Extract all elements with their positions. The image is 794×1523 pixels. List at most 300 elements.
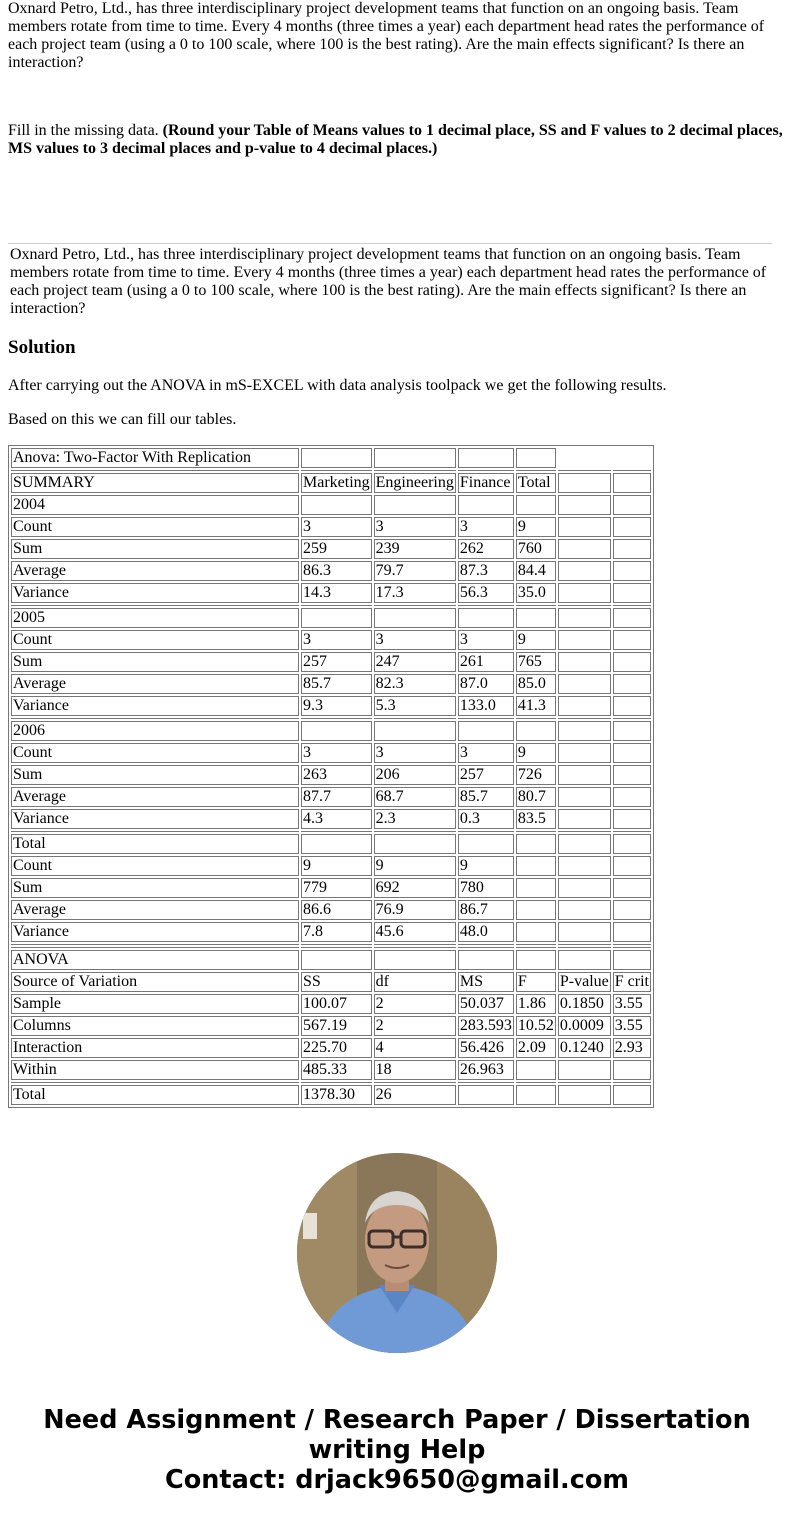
table-cell — [516, 922, 556, 942]
separator-cell — [558, 944, 611, 945]
anova-results-table — [8, 445, 654, 1108]
table-cell — [558, 900, 611, 920]
row-label: Sum — [11, 878, 299, 898]
table-cell: 225.70 — [301, 1038, 372, 1058]
table-row — [11, 765, 651, 785]
table-cell: 257 — [301, 652, 372, 672]
table-cell — [458, 448, 514, 468]
summary-header-row — [11, 473, 651, 493]
table-row — [11, 743, 651, 763]
table-row — [11, 674, 651, 694]
separator-cell — [516, 831, 556, 832]
table-cell: MS — [458, 972, 514, 992]
table-cell — [558, 1060, 611, 1080]
separator-cell — [613, 718, 651, 719]
table-cell: 86.6 — [301, 900, 372, 920]
table-cell: 100.07 — [301, 994, 372, 1014]
separator-cell — [458, 470, 514, 471]
row-label: Count — [11, 743, 299, 763]
table-cell — [613, 922, 651, 942]
table-cell: 85.0 — [516, 674, 556, 694]
table-cell — [374, 608, 456, 628]
table-cell — [558, 652, 611, 672]
table-title-row — [11, 448, 651, 468]
table-cell: 263 — [301, 765, 372, 785]
table-cell: 760 — [516, 539, 556, 559]
intro-paragraph: Oxnard Petro, Ltd., has three interdisciplinary project development teams that function on an ongoing basis. Team members rotate from time to time. Every 4 months (three times a year) each department head rates the performance of each project team (using a 0 to 100 scale, where 100 is the best rating). Are the main effects significant? Is there an interaction? — [8, 0, 765, 71]
table-cell — [516, 834, 556, 854]
separator-cell — [458, 1082, 514, 1083]
table-cell: 567.19 — [301, 1016, 372, 1036]
table-cell — [613, 743, 651, 763]
row-label: Within — [11, 1060, 299, 1080]
table-cell: 9 — [516, 517, 556, 537]
row-label: ANOVA — [11, 950, 299, 970]
table-cell — [374, 448, 456, 468]
table-cell: 3 — [301, 743, 372, 763]
separator-cell — [613, 944, 651, 945]
table-cell: 26 — [374, 1085, 456, 1105]
table-cell — [558, 539, 611, 559]
table-cell: 247 — [374, 652, 456, 672]
table-cell: 26.963 — [458, 1060, 514, 1080]
table-cell — [516, 950, 556, 970]
table-cell: 779 — [301, 878, 372, 898]
table-cell: 45.6 — [374, 922, 456, 942]
table-cell — [301, 495, 372, 515]
table-cell: 0.3 — [458, 809, 514, 829]
table-cell — [374, 950, 456, 970]
table-cell — [613, 696, 651, 716]
table-cell: 9 — [516, 630, 556, 650]
table-cell: 50.037 — [458, 994, 514, 1014]
table-cell: 2.09 — [516, 1038, 556, 1058]
table-cell — [458, 950, 514, 970]
table-cell: df — [374, 972, 456, 992]
separator-cell — [558, 1082, 611, 1083]
table-cell: 82.3 — [374, 674, 456, 694]
table-cell: SS — [301, 972, 372, 992]
separator-cell — [516, 718, 556, 719]
row-label: Average — [11, 900, 299, 920]
table-cell — [558, 743, 611, 763]
table-cell: 726 — [516, 765, 556, 785]
table-row — [11, 1016, 651, 1036]
table-cell: 0.0009 — [558, 1016, 611, 1036]
row-label: Count — [11, 630, 299, 650]
row-label: Variance — [11, 922, 299, 942]
anova-total-row — [11, 1085, 651, 1105]
table-cell: 41.3 — [516, 696, 556, 716]
separator-cell — [374, 947, 456, 948]
table-cell: 10.52 — [517, 1017, 554, 1034]
separator-cell — [613, 947, 651, 948]
table-cell — [301, 950, 372, 970]
separator-cell — [613, 470, 651, 471]
separator-cell — [301, 947, 372, 948]
row-label: Average — [11, 674, 299, 694]
table-cell — [613, 834, 651, 854]
table-row — [11, 994, 651, 1014]
table-cell — [613, 561, 651, 581]
separator-cell — [613, 831, 651, 832]
table-row — [11, 1038, 651, 1058]
table-row — [11, 696, 651, 716]
row-label: Variance — [11, 809, 299, 829]
separator-cell — [11, 605, 299, 606]
table-row — [11, 856, 651, 876]
separator-cell — [374, 605, 456, 606]
table-cell: 3.55 — [613, 1016, 651, 1036]
separator-cell — [11, 470, 299, 471]
table-cell: 84.4 — [516, 561, 556, 581]
separator-cell — [374, 1082, 456, 1083]
table-cell — [458, 834, 514, 854]
table-cell — [458, 721, 514, 741]
table-cell — [613, 721, 651, 741]
table-cell — [613, 652, 651, 672]
table-cell: 3 — [374, 630, 456, 650]
instructions-paragraph — [8, 122, 788, 158]
table-cell: 1.86 — [516, 994, 556, 1014]
table-cell: 3 — [458, 743, 514, 763]
table-cell: 485.33 — [301, 1060, 372, 1080]
row-label: Sum — [11, 765, 299, 785]
table-cell — [374, 495, 456, 515]
anova-table-body — [11, 448, 651, 1105]
table-cell: Marketing — [303, 474, 370, 491]
table-row — [11, 652, 651, 672]
table-cell — [558, 517, 611, 537]
group-header-row — [11, 608, 651, 628]
table-separator — [11, 947, 651, 948]
table-cell — [558, 608, 611, 628]
solution-note: Based on this we can fill our tables. — [8, 411, 237, 428]
table-cell — [516, 1085, 556, 1105]
anova-label-row — [11, 950, 651, 970]
table-cell — [613, 495, 651, 515]
table-cell — [613, 674, 651, 694]
table-cell: P-value — [559, 973, 609, 990]
table-cell: 5.3 — [374, 696, 456, 716]
table-cell: 87.7 — [301, 787, 372, 807]
table-cell: 9 — [458, 856, 514, 876]
table-cell: 2 — [374, 994, 456, 1014]
table-separator — [11, 470, 651, 471]
table-cell — [301, 721, 372, 741]
separator-cell — [11, 947, 299, 948]
table-cell — [458, 495, 514, 515]
footer-contact: Contact: drjack9650@gmail.com — [165, 1465, 629, 1495]
table-separator — [11, 831, 651, 832]
table-cell: 87.3 — [458, 561, 514, 581]
row-label: Average — [11, 787, 299, 807]
table-cell — [516, 1060, 556, 1080]
table-cell: 35.0 — [516, 583, 556, 603]
table-cell — [613, 787, 651, 807]
row-label: Sample — [11, 994, 299, 1014]
separator-cell — [11, 1082, 299, 1083]
table-row — [11, 787, 651, 807]
table-cell — [516, 900, 556, 920]
table-cell: 0.1240 — [558, 1038, 611, 1058]
separator-cell — [613, 605, 651, 606]
table-cell — [613, 608, 651, 628]
separator-cell — [374, 718, 456, 719]
separator-cell — [558, 831, 611, 832]
instructions-prefix: Fill in the missing data. — [8, 122, 163, 139]
table-row — [11, 630, 651, 650]
table-cell: 86.3 — [301, 561, 372, 581]
table-row — [11, 809, 651, 829]
question-paragraph: Oxnard Petro, Ltd., has three interdisciplinary project development teams that function on an ongoing basis. Team members rotate from time to time. Every 4 months (three times a year) each department head rates the performance of each project team (using a 0 to 100 scale, where 100 is the best rating). Are the main effects significant? Is there an interaction? — [8, 243, 772, 320]
table-title: Anova: Two-Factor With Replication — [11, 448, 299, 468]
table-cell — [558, 834, 611, 854]
separator-cell — [516, 944, 556, 945]
table-cell — [558, 878, 611, 898]
table-cell: 3 — [458, 517, 514, 537]
row-label: Columns — [11, 1016, 299, 1036]
row-label: Total — [11, 1085, 299, 1105]
separator-cell — [516, 470, 556, 471]
row-label: Count — [11, 856, 299, 876]
separator-cell — [558, 470, 611, 471]
footer-line-2: writing Help — [308, 1435, 486, 1465]
table-cell — [558, 583, 611, 603]
separator-cell — [301, 470, 372, 471]
table-cell: 3.55 — [613, 994, 651, 1014]
table-cell — [458, 1085, 514, 1105]
table-cell — [558, 1085, 611, 1105]
table-cell: 14.3 — [301, 583, 372, 603]
anova-header-row — [11, 972, 651, 992]
table-cell: 9 — [301, 856, 372, 876]
row-label: Variance — [11, 696, 299, 716]
table-cell — [558, 561, 611, 581]
table-cell: 4.3 — [301, 809, 372, 829]
table-cell — [613, 517, 651, 537]
table-cell — [301, 448, 372, 468]
table-row — [11, 561, 651, 581]
table-row — [11, 583, 651, 603]
table-cell: 3 — [301, 630, 372, 650]
separator-cell — [374, 831, 456, 832]
table-cell: 56.3 — [458, 583, 514, 603]
table-row — [11, 1060, 651, 1080]
table-cell: 80.7 — [516, 787, 556, 807]
separator-cell — [374, 944, 456, 945]
table-cell: 7.8 — [301, 922, 372, 942]
table-cell — [301, 834, 372, 854]
table-cell: 9 — [516, 743, 556, 763]
table-cell: Finance — [458, 473, 514, 493]
separator-cell — [516, 605, 556, 606]
table-cell: 48.0 — [458, 922, 514, 942]
table-cell — [516, 448, 556, 468]
table-cell: 3 — [458, 630, 514, 650]
table-cell: 76.9 — [374, 900, 456, 920]
table-cell: 18 — [374, 1060, 456, 1080]
separator-cell — [374, 470, 456, 471]
table-separator — [11, 1082, 651, 1083]
separator-cell — [516, 1082, 556, 1083]
separator-cell — [458, 831, 514, 832]
table-separator — [11, 944, 651, 945]
table-cell — [558, 856, 611, 876]
table-cell: 85.7 — [458, 787, 514, 807]
table-cell: 3 — [301, 517, 372, 537]
separator-cell — [458, 718, 514, 719]
table-row — [11, 878, 651, 898]
separator-cell — [458, 944, 514, 945]
separator-cell — [301, 605, 372, 606]
table-cell: 56.426 — [458, 1038, 514, 1058]
row-label: Average — [11, 561, 299, 581]
separator-cell — [458, 605, 514, 606]
table-cell: 2.3 — [374, 809, 456, 829]
table-separator — [11, 718, 651, 719]
table-row — [11, 900, 651, 920]
author-photo — [297, 1153, 497, 1353]
table-cell — [613, 900, 651, 920]
table-separator — [11, 605, 651, 606]
separator-cell — [301, 944, 372, 945]
table-cell — [558, 922, 611, 942]
row-label: Sum — [11, 652, 299, 672]
row-label: 2006 — [11, 721, 299, 741]
table-cell: Total — [516, 473, 556, 493]
table-cell: 780 — [458, 878, 514, 898]
separator-cell — [11, 944, 299, 945]
table-cell: 79.7 — [374, 561, 456, 581]
table-cell: 239 — [374, 539, 456, 559]
table-cell: 261 — [458, 652, 514, 672]
table-cell: 765 — [516, 652, 556, 672]
table-cell — [558, 809, 611, 829]
row-label: Total — [11, 834, 299, 854]
table-cell: 257 — [458, 765, 514, 785]
table-cell — [613, 765, 651, 785]
table-cell — [516, 856, 556, 876]
separator-cell — [558, 605, 611, 606]
table-cell — [558, 721, 611, 741]
table-cell: 262 — [458, 539, 514, 559]
row-label: 2005 — [11, 608, 299, 628]
separator-cell — [458, 947, 514, 948]
table-cell: 87.0 — [458, 674, 514, 694]
table-cell — [613, 878, 651, 898]
table-cell: 83.5 — [516, 809, 556, 829]
table-cell — [374, 834, 456, 854]
table-cell: 2.93 — [613, 1038, 651, 1058]
group-header-row — [11, 721, 651, 741]
separator-cell — [11, 718, 299, 719]
row-label: Variance — [11, 583, 299, 603]
row-label: Count — [11, 517, 299, 537]
rounding-instructions: (Round your Table of Means values to 1 decimal place, SS and F values to 2 decimal places, MS values to 3 decimal places and p-value to 4 decimal places.) — [8, 122, 783, 157]
table-cell: 2 — [374, 1016, 456, 1036]
table-cell: 1378.30 — [301, 1085, 372, 1105]
table-cell — [613, 856, 651, 876]
table-cell — [374, 721, 456, 741]
separator-cell — [301, 1082, 372, 1083]
table-row — [11, 539, 651, 559]
table-cell: 259 — [301, 539, 372, 559]
portrait-image — [297, 1153, 497, 1353]
table-cell — [558, 696, 611, 716]
solution-heading: Solution — [8, 337, 76, 358]
table-cell — [558, 473, 611, 493]
table-cell: 17.3 — [374, 583, 456, 603]
footer-line-1: Need Assignment / Research Paper / Dissertation — [43, 1405, 751, 1435]
table-cell — [613, 539, 651, 559]
table-cell — [516, 878, 556, 898]
table-cell — [613, 473, 651, 493]
table-cell: 133.0 — [458, 696, 514, 716]
table-cell — [558, 787, 611, 807]
table-cell — [613, 950, 651, 970]
table-cell — [613, 809, 651, 829]
separator-cell — [301, 831, 372, 832]
row-label: Source of Variation — [11, 972, 299, 992]
row-label: 2004 — [11, 495, 299, 515]
table-cell: Engineering — [375, 474, 454, 491]
contact-footer — [0, 1405, 794, 1495]
separator-cell — [516, 947, 556, 948]
table-cell — [558, 950, 611, 970]
table-cell — [613, 1085, 651, 1105]
table-cell: 4 — [374, 1038, 456, 1058]
table-cell: F — [516, 972, 556, 992]
table-cell: 9.3 — [301, 696, 372, 716]
table-cell: 86.7 — [458, 900, 514, 920]
table-cell: 0.1850 — [558, 994, 611, 1014]
row-label: Interaction — [11, 1038, 299, 1058]
table-cell: 3 — [374, 743, 456, 763]
group-header-row — [11, 834, 651, 854]
table-cell: 692 — [374, 878, 456, 898]
table-cell: 206 — [374, 765, 456, 785]
row-label: SUMMARY — [11, 473, 299, 493]
separator-cell — [11, 831, 299, 832]
table-cell: 9 — [374, 856, 456, 876]
table-cell: 68.7 — [374, 787, 456, 807]
separator-cell — [558, 718, 611, 719]
table-cell — [613, 583, 651, 603]
table-cell — [558, 630, 611, 650]
separator-cell — [558, 947, 611, 948]
table-cell — [516, 721, 556, 741]
table-cell — [458, 608, 514, 628]
table-cell — [558, 674, 611, 694]
table-cell — [558, 495, 611, 515]
table-row — [11, 517, 651, 537]
table-cell: F crit — [614, 973, 649, 990]
row-label: Sum — [11, 539, 299, 559]
table-cell — [558, 765, 611, 785]
table-cell — [516, 608, 556, 628]
table-cell — [301, 608, 372, 628]
table-cell: 283.593 — [459, 1017, 512, 1034]
table-row — [11, 922, 651, 942]
separator-cell — [301, 718, 372, 719]
group-header-row — [11, 495, 651, 515]
separator-cell — [613, 1082, 651, 1083]
table-cell — [613, 1060, 651, 1080]
solution-intro: After carrying out the ANOVA in mS-EXCEL with data analysis toolpack we get the following results. — [8, 377, 667, 394]
table-cell — [516, 495, 556, 515]
table-cell — [613, 630, 651, 650]
